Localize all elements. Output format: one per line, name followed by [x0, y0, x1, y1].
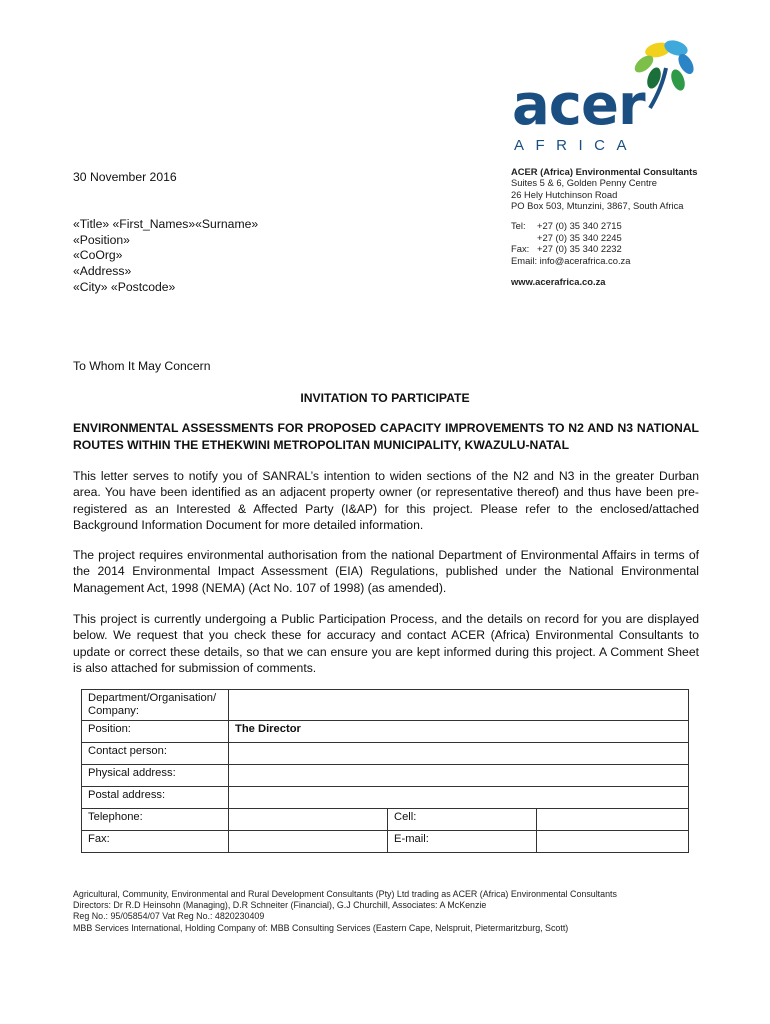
tel-number: +27 (0) 35 340 2245 — [537, 231, 622, 243]
company-contact-block — [511, 220, 630, 266]
fax-label: Fax: — [511, 243, 530, 255]
telephone-label: Telephone: — [82, 809, 229, 831]
logo-subtitle: AFRICA — [514, 137, 639, 154]
email-label: E-mail: — [388, 831, 537, 853]
address-line: PO Box 503, Mtunzini, 3867, South Africa — [511, 200, 684, 212]
company-footer — [73, 889, 617, 934]
invitation-title: INVITATION TO PARTICIPATE — [300, 391, 470, 405]
footer-line: Directors: Dr R.D Heinsohn (Managing), D.R Schneiter (Financial), G.J Churchill, Associates: A McKenzie — [73, 900, 487, 911]
cell-field[interactable] — [537, 809, 689, 831]
postal-address-field[interactable] — [229, 787, 689, 809]
contact-person-label: Contact person: — [82, 743, 229, 765]
company-address-block — [511, 166, 697, 212]
address-line: Suites 5 & 6, Golden Penny Centre — [511, 177, 657, 189]
tel-label: Tel: — [511, 220, 526, 231]
email-field[interactable] — [537, 831, 689, 853]
recipient-line: «CoOrg» — [73, 248, 123, 263]
recipient-address — [73, 217, 258, 296]
recipient-line: «Position» — [73, 232, 130, 247]
acer-africa-logo — [510, 38, 700, 160]
footer-line: MBB Services International, Holding Company of: MBB Consulting Services (Eastern Cape, Nelspruit, Pietermaritzburg, Scott) — [73, 922, 569, 933]
recipient-line: «City» «Postcode» — [73, 279, 176, 294]
physical-address-label: Physical address: — [82, 765, 229, 787]
body-paragraph: This project is currently undergoing a Public Participation Process, and the details on record for you are displayed below. We request that you check these for accuracy and contact ACER (Africa) Environmental Consultants to update or correct these details, so that we can ensure you are kept informed during this project. A Comment Sheet is also attached for submission of comments. — [73, 612, 699, 675]
telephone-field[interactable] — [229, 809, 388, 831]
org-label: Department/Organisation/ Company: — [82, 690, 229, 721]
address-line: 26 Hely Hutchinson Road — [511, 188, 618, 200]
position-field[interactable]: The Director — [229, 721, 689, 743]
tel-number: +27 (0) 35 340 2715 — [537, 220, 622, 231]
website-link[interactable]: www.acerafrica.co.za — [511, 276, 606, 287]
contact-person-field[interactable] — [229, 743, 689, 765]
footer-line: Agricultural, Community, Environmental and Rural Development Consultants (Pty) Ltd trading as ACER (Africa) Environmental Consultants — [73, 889, 617, 899]
cell-label: Cell: — [388, 809, 537, 831]
body-paragraph: This letter serves to notify you of SANRAL’s intention to widen sections of the N2 and N3 in the greater Durban area. You have been identified as an adjacent property owner (or representative thereof) and thus have been pre-registered as an Interested & Affected Party (I&AP) for this project. Please refer to the enclosed/attached Background Information Document for more detailed information. — [73, 469, 699, 532]
letter-date: 30 November 2016 — [73, 170, 177, 184]
footer-line: Reg No.: 95/05854/07 Vat Reg No.: 4820230409 — [73, 911, 265, 922]
postal-address-label: Postal address: — [82, 787, 229, 809]
email-address: Email: info@acerafrica.co.za — [511, 254, 631, 266]
letter-heading: ENVIRONMENTAL ASSESSMENTS FOR PROPOSED CAPACITY IMPROVEMENTS TO N2 AND N3 NATIONAL ROUTES WITHIN THE ETHEKWINI METROPOLITAN MUNICIPALITY, KWAZULU-NATAL — [73, 421, 699, 452]
recipient-line: «Title» «First_Names»«Surname» — [73, 217, 259, 231]
org-field[interactable] — [229, 690, 689, 721]
fax-field-label: Fax: — [82, 831, 229, 853]
greeting: To Whom It May Concern — [73, 359, 211, 373]
fax-number: +27 (0) 35 340 2232 — [537, 243, 622, 255]
position-label: Position: — [82, 721, 229, 743]
physical-address-field[interactable] — [229, 765, 689, 787]
logo-wordmark: acer — [512, 73, 645, 138]
fax-field[interactable] — [229, 831, 388, 853]
details-form-table — [81, 689, 689, 853]
recipient-line: «Address» — [73, 264, 132, 279]
body-paragraph: The project requires environmental authorisation from the national Department of Environmental Affairs in terms of the 2014 Environmental Impact Assessment (EIA) Regulations, published under the National Environmental Management Act, 1998 (NEMA) (Act No. 107 of 1998) (as amended). — [73, 548, 699, 595]
company-name: ACER (Africa) Environmental Consultants — [511, 166, 698, 177]
